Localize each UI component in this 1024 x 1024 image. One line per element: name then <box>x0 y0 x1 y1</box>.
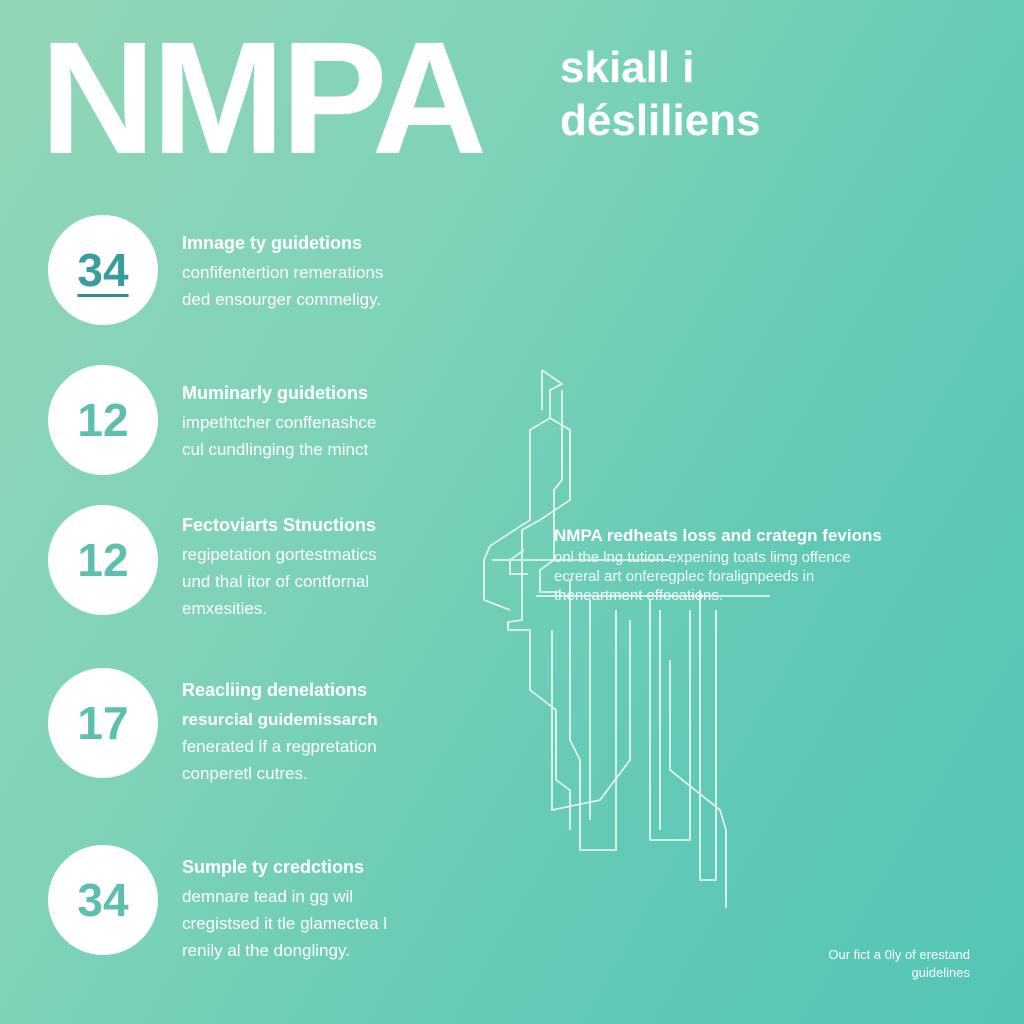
callout-line: onl the lng tution expening toats limg offence <box>554 549 851 566</box>
item-heading: Fectoviarts Stnuctions <box>182 515 377 535</box>
item-line: cregistsed it tle glamectea l <box>182 914 388 933</box>
item-line: regipetation gortestmatics <box>182 545 377 564</box>
footnote-line-1: Our fict a 0ly of erestand <box>828 947 970 962</box>
callout <box>554 524 1014 605</box>
hero-title: NMPA <box>40 8 484 187</box>
line-art-path <box>552 620 630 810</box>
number-badge <box>48 845 158 955</box>
footnote-line-2: guidelines <box>911 965 970 980</box>
item-line: und thal itor of contfornal <box>182 572 370 591</box>
item-line: impethtcher conffenashce <box>182 413 377 432</box>
badge-number: 34 <box>77 874 129 926</box>
list-item <box>48 668 468 788</box>
item-text <box>182 678 482 787</box>
item-line: emxesities. <box>182 599 268 618</box>
callout-line: theneartment effocations. <box>554 587 723 604</box>
line-art-path <box>570 580 616 850</box>
hero-subtitle-line-1: skiall i <box>560 43 695 92</box>
item-line: cul cundlinging the minct <box>182 440 369 459</box>
hero-subtitle-line-2: désliliens <box>560 95 761 145</box>
number-badge <box>48 365 158 475</box>
item-heading: Muminarly guidetions <box>182 383 369 403</box>
number-badge <box>48 668 158 778</box>
item-text <box>182 381 482 463</box>
badge-number: 17 <box>77 697 129 749</box>
line-art-path <box>670 660 726 908</box>
list-item <box>48 845 468 965</box>
item-line: demnare tead in gg wil <box>182 887 354 906</box>
badge-number: 12 <box>77 394 129 446</box>
number-badge <box>48 505 158 615</box>
item-heading: Reacliing denelations <box>182 680 368 700</box>
item-line: ded ensourger commeligy. <box>182 290 382 309</box>
item-line: conperetl cutres. <box>182 764 308 783</box>
item-line: resurcial guidemissarch <box>182 710 378 729</box>
callout-line: ecreral art onferegplec foralignpeeds in <box>554 568 815 585</box>
list-item <box>48 505 468 625</box>
item-text <box>182 513 482 622</box>
callout-heading: NMPA redheats loss and crategn fevions <box>554 526 882 545</box>
line-art-path <box>508 418 570 830</box>
list-item <box>48 365 468 485</box>
footnote <box>828 946 970 982</box>
item-text <box>182 231 482 313</box>
line-art-graphic <box>470 360 770 920</box>
number-badge <box>48 215 158 325</box>
badge-number: 34 <box>77 244 129 296</box>
item-line: fenerated lf a regpretation <box>182 737 377 756</box>
hero-subtitle <box>560 42 761 148</box>
item-heading: Imnage ty guidetions <box>182 233 363 253</box>
item-heading: Sumple ty credctions <box>182 857 365 877</box>
badge-number: 12 <box>77 534 129 586</box>
list-item <box>48 215 468 335</box>
line-art-path <box>700 590 716 880</box>
line-art-path <box>510 550 528 574</box>
item-text <box>182 855 482 964</box>
item-line: confifentertion remerations <box>182 263 384 282</box>
item-line: renily al the donglingy. <box>182 941 350 960</box>
